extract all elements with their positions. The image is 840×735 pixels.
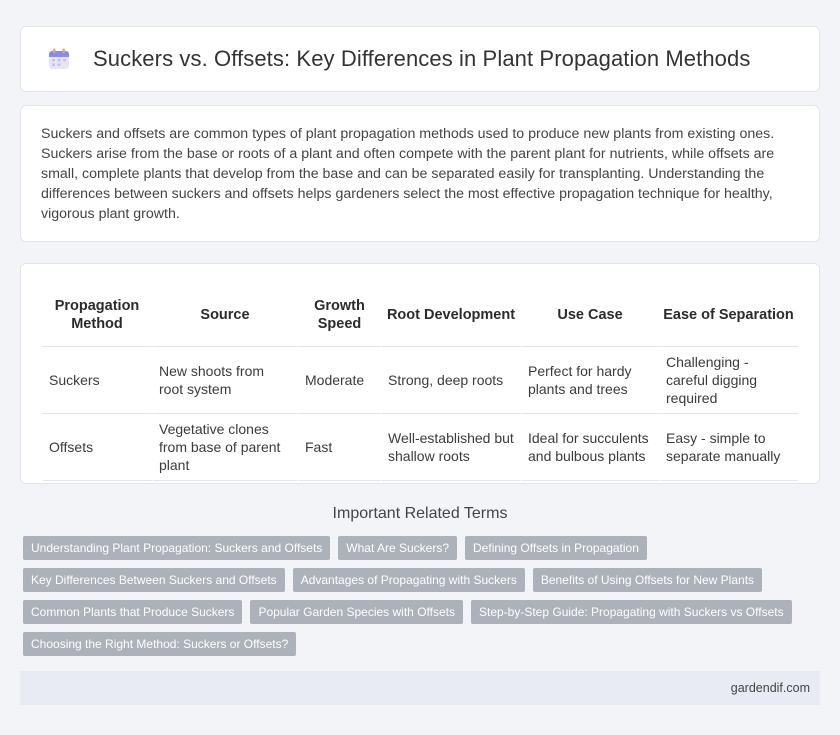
comparison-table [43, 284, 799, 481]
header-card [20, 26, 820, 92]
footer [20, 671, 820, 705]
table-cell: Perfect for hardy plants and trees [522, 347, 660, 414]
tag-row [23, 536, 813, 560]
related-term-tag[interactable]: Choosing the Right Method: Suckers or Offsets? [23, 632, 296, 656]
related-term-tag[interactable]: Understanding Plant Propagation: Suckers and Offsets [23, 536, 330, 560]
table-cell: New shoots from root system [153, 347, 299, 414]
column-header: Source [153, 284, 299, 347]
table-cell: Offsets [43, 414, 153, 481]
table-cell: Moderate [299, 347, 382, 414]
table-cell: Fast [299, 414, 382, 481]
tag-row [23, 568, 813, 592]
column-header: Propagation Method [43, 284, 153, 347]
related-term-tag[interactable]: Common Plants that Produce Suckers [23, 600, 242, 624]
table-cell: Suckers [43, 347, 153, 414]
table-cell: Well-established but shallow roots [382, 414, 522, 481]
related-term-tag[interactable]: Benefits of Using Offsets for New Plants [533, 568, 762, 592]
calendar-icon [47, 47, 71, 71]
table-cell: Challenging - careful digging required [660, 347, 799, 414]
related-terms-list [23, 536, 813, 664]
column-header: Root Development [382, 284, 522, 347]
page-title: Suckers vs. Offsets: Key Differences in Plant Propagation Methods [93, 46, 751, 71]
related-term-tag[interactable]: Step-by-Step Guide: Propagating with Suckers vs Offsets [471, 600, 792, 624]
tag-row [23, 600, 813, 624]
comparison-table-card [20, 263, 820, 484]
table-cell: Strong, deep roots [382, 347, 522, 414]
related-terms-title: Important Related Terms [332, 505, 508, 522]
intro-card [20, 105, 820, 242]
related-term-tag[interactable]: What Are Suckers? [338, 536, 457, 560]
column-header: Use Case [522, 284, 660, 347]
column-header: Ease of Separation [660, 284, 799, 347]
column-header: Growth Speed [299, 284, 382, 347]
tag-row [23, 632, 813, 656]
related-term-tag[interactable]: Advantages of Propagating with Suckers [293, 568, 525, 592]
table-row [43, 347, 799, 414]
related-term-tag[interactable]: Defining Offsets in Propagation [465, 536, 647, 560]
related-term-tag[interactable]: Popular Garden Species with Offsets [250, 600, 463, 624]
table-cell: Vegetative clones from base of parent plant [153, 414, 299, 481]
intro-text: Suckers and offsets are common types of plant propagation methods used to produce new plants from existing ones. Suckers arise from the base or roots of a plant and often compete with the parent plant for nutrients, while offsets are small, complete plants that develop from the base and can be separated easily for transplanting. Understanding the differences between suckers and offsets helps gardeners select the most effective propagation technique for healthy, vigorous plant growth. [41, 126, 775, 222]
footer-site-link[interactable]: gardendif.com [730, 681, 810, 695]
related-term-tag[interactable]: Key Differences Between Suckers and Offsets [23, 568, 285, 592]
table-row [43, 414, 799, 481]
table-cell: Ideal for succulents and bulbous plants [522, 414, 660, 481]
table-header-row [43, 284, 799, 347]
table-cell: Easy - simple to separate manually [660, 414, 799, 481]
